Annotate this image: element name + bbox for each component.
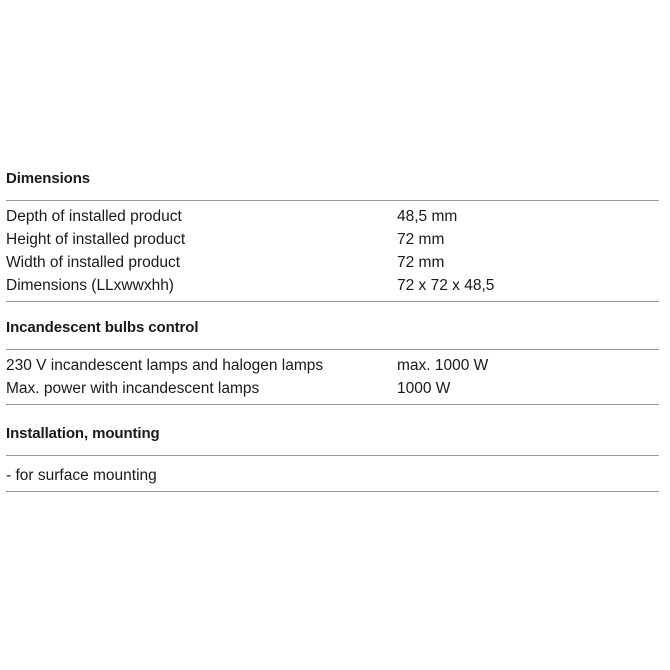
spec-value: 72 mm xyxy=(397,231,445,248)
spec-label: Max. power with incandescent lamps xyxy=(6,380,260,397)
spec-label: Depth of installed product xyxy=(6,208,182,225)
spec-value: 72 mm xyxy=(397,254,445,271)
spec-row-height xyxy=(6,228,659,251)
section-dimensions xyxy=(6,170,659,302)
spec-label: Height of installed product xyxy=(6,231,186,248)
spec-row-depth xyxy=(6,205,659,228)
spec-sheet xyxy=(6,170,659,492)
spec-row-halogen-lamps xyxy=(6,354,659,377)
spec-value: 1000 W xyxy=(397,380,451,397)
spec-row-dimensions xyxy=(6,274,659,297)
section-incandescent-bulbs-control xyxy=(6,319,659,405)
spec-value: max. 1000 W xyxy=(397,357,489,374)
section-title-dimensions: Dimensions xyxy=(6,170,91,187)
spec-value: 72 x 72 x 48,5 xyxy=(397,277,495,294)
spec-label: Width of installed product xyxy=(6,254,181,271)
spec-value: 48,5 mm xyxy=(397,208,458,225)
spec-label: 230 V incandescent lamps and halogen lamps xyxy=(6,357,324,374)
spec-row-surface-mounting xyxy=(6,464,659,487)
spec-row-max-power xyxy=(6,377,659,400)
spec-label: Dimensions (LLxwwxhh) xyxy=(6,277,174,294)
section-title-incandescent: Incandescent bulbs control xyxy=(6,319,199,336)
section-divider-bottom xyxy=(6,301,659,302)
section-title-installation: Installation, mounting xyxy=(6,425,160,442)
section-divider-bottom xyxy=(6,491,659,492)
section-divider-bottom xyxy=(6,404,659,405)
spec-rows xyxy=(6,350,659,404)
spec-rows xyxy=(6,456,659,491)
spec-label: - for surface mounting xyxy=(6,467,157,484)
spec-row-width xyxy=(6,251,659,274)
section-installation-mounting xyxy=(6,425,659,492)
spec-rows xyxy=(6,201,659,301)
